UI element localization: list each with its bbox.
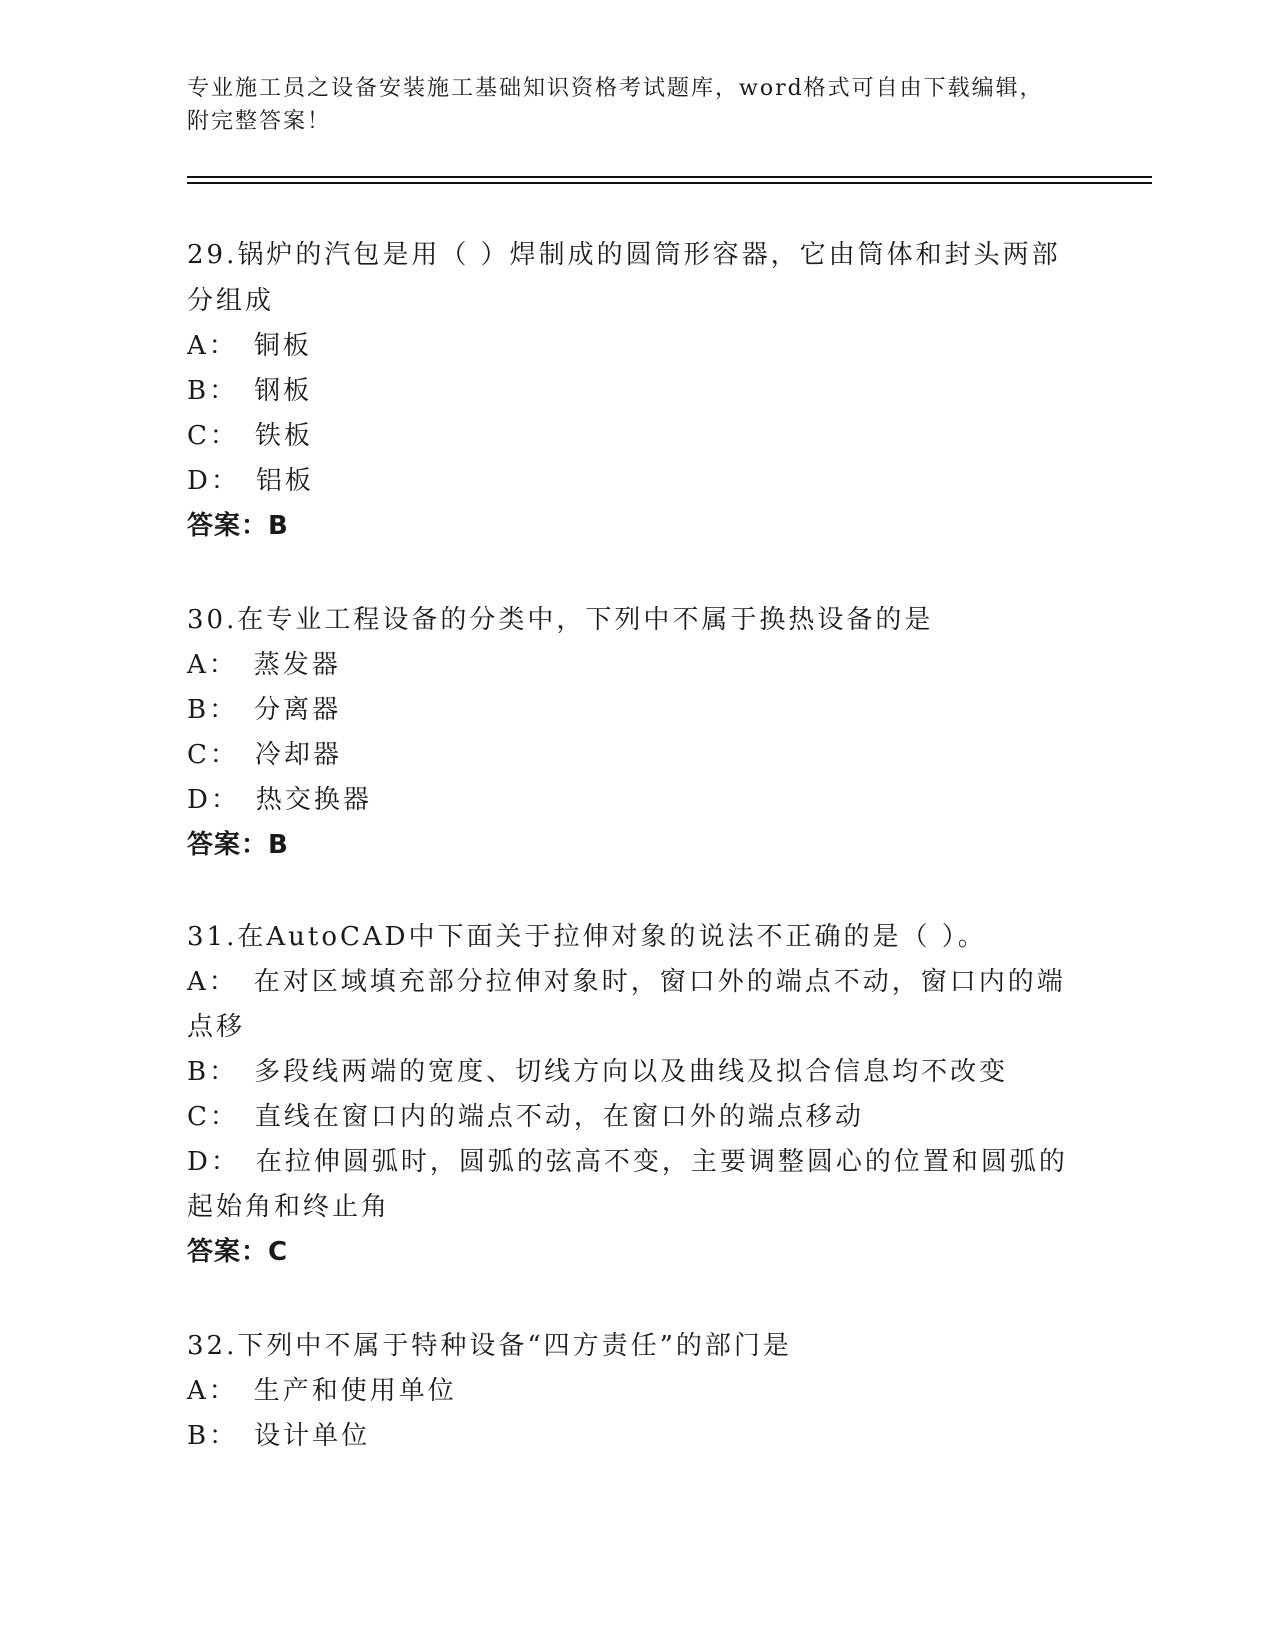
option-d — [187, 778, 1087, 823]
option-a — [187, 324, 1087, 369]
option-text: 铜板 — [253, 331, 312, 361]
question-32 — [187, 1323, 1087, 1459]
option-text: 设计单位 — [254, 1421, 371, 1451]
header-line-2: 附完整答案！ — [187, 109, 332, 134]
option-b — [187, 1414, 1087, 1459]
option-key: D： — [187, 466, 240, 496]
option-b — [187, 1050, 1087, 1095]
option-key: A： — [187, 650, 238, 680]
option-key: D： — [187, 785, 240, 815]
option-text: 钢板 — [254, 376, 313, 406]
option-text: 冷却器 — [254, 740, 342, 770]
option-text: 多段线两端的宽度、切线方向以及曲线及拟合信息均不改变 — [254, 1057, 1009, 1087]
option-key: B： — [187, 695, 239, 725]
option-text: 热交换器 — [255, 785, 372, 815]
option-key: C： — [187, 740, 239, 770]
option-key: B： — [187, 1421, 239, 1451]
option-b — [187, 688, 1087, 733]
option-text: 铝板 — [255, 466, 314, 496]
option-key: A： — [187, 331, 238, 361]
answer: 答案：B — [187, 511, 289, 541]
option-text: 在对区域填充部分拉伸对象时，窗口外的端点不动，窗口内的端点移 — [187, 967, 1066, 1042]
option-text: 生产和使用单位 — [253, 1376, 457, 1406]
option-text: 铁板 — [254, 421, 313, 451]
option-a — [187, 643, 1087, 688]
option-key: B： — [187, 376, 239, 406]
option-d — [187, 1140, 1087, 1230]
option-key: A： — [187, 967, 238, 997]
question-text: 32.下列中不属于特种设备“四方责任”的部门是 — [187, 1331, 792, 1361]
header-divider-bottom — [187, 182, 1152, 184]
option-a — [187, 960, 1087, 1050]
question-text: 29.锅炉的汽包是用（ ）焊制成的圆筒形容器，它由筒体和封头两部分组成 — [187, 240, 1061, 316]
question-text: 30.在专业工程设备的分类中，下列中不属于换热设备的是 — [187, 605, 934, 635]
document-header — [187, 72, 1067, 138]
header-line-1: 专业施工员之设备安装施工基础知识资格考试题库，word格式可自由下载编辑， — [187, 76, 1044, 101]
answer: 答案：C — [187, 1237, 289, 1267]
option-key: C： — [187, 421, 239, 451]
option-text: 直线在窗口内的端点不动，在窗口外的端点移动 — [254, 1102, 864, 1132]
question-text: 31.在AutoCAD中下面关于拉伸对象的说法不正确的是（ ）。 — [187, 922, 987, 952]
option-text: 蒸发器 — [253, 650, 341, 680]
question-30 — [187, 597, 1087, 868]
option-key: C： — [187, 1102, 239, 1132]
option-key: B： — [187, 1057, 239, 1087]
option-key: A： — [187, 1376, 238, 1406]
option-c — [187, 733, 1087, 778]
option-d — [187, 459, 1087, 504]
option-b — [187, 369, 1087, 414]
answer: 答案：B — [187, 830, 289, 860]
question-31 — [187, 914, 1087, 1275]
option-text: 分离器 — [254, 695, 342, 725]
option-c — [187, 1095, 1087, 1140]
option-a — [187, 1369, 1087, 1414]
question-29 — [187, 232, 1087, 549]
option-c — [187, 414, 1087, 459]
option-key: D： — [187, 1147, 240, 1177]
header-divider-top — [187, 176, 1152, 178]
option-text: 在拉伸圆弧时，圆弧的弦高不变，主要调整圆心的位置和圆弧的起始角和终止角 — [187, 1147, 1068, 1222]
